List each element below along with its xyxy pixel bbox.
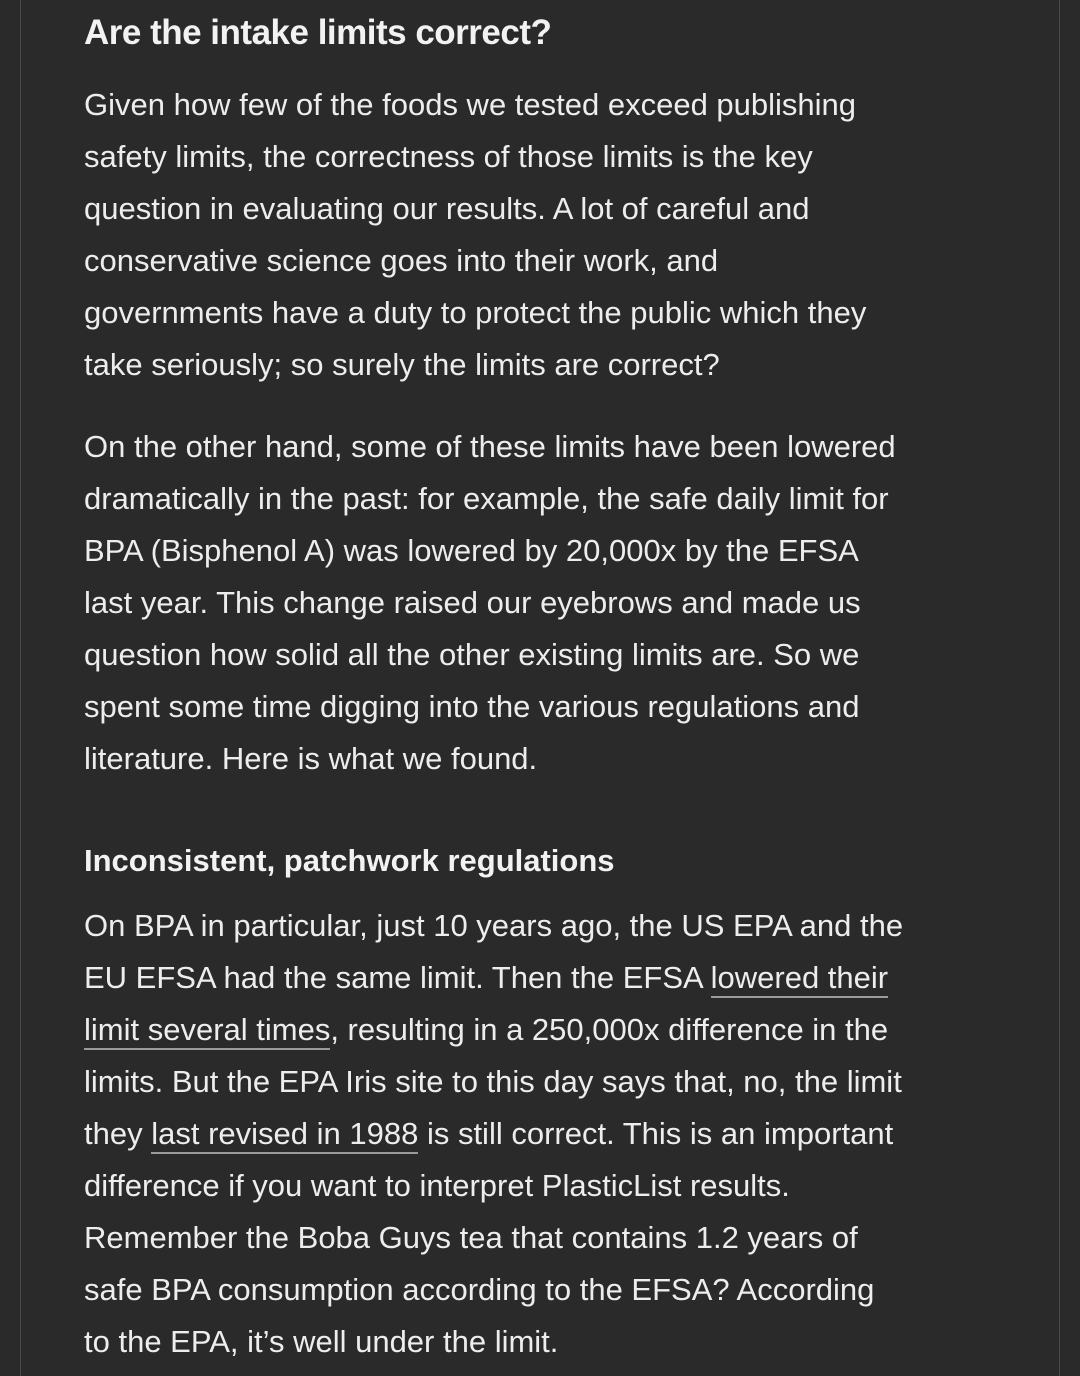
text-line: question in evaluating our results. A lot of careful and: [84, 191, 810, 226]
text-segment: is still correct. This is an important: [418, 1116, 894, 1151]
text-line: take seriously; so surely the limits are correct?: [84, 347, 720, 382]
text-segment: they: [84, 1116, 152, 1151]
subheading: Inconsistent, patchwork regulations: [84, 843, 615, 878]
text-line: On BPA in particular, just 10 years ago, the US EPA and the: [84, 908, 904, 943]
text-line: BPA (Bisphenol A) was lowered by 20,000x by the EFSA: [84, 533, 859, 568]
text-line: literature. Here is what we found.: [84, 741, 538, 776]
left-border: [20, 0, 21, 1376]
text-line: [84, 1004, 1014, 1056]
text-line: [84, 1108, 1014, 1160]
text-line: dramatically in the past: for example, the safe daily limit for: [84, 481, 889, 516]
text-line: Remember the Boba Guys tea that contains 1.2 years of: [84, 1220, 858, 1255]
text-line: On the other hand, some of these limits have been lowered: [84, 429, 896, 464]
link-lowered-their-limit[interactable]: lowered their: [711, 960, 888, 998]
text-line: spent some time digging into the various regulations and: [84, 689, 860, 724]
text-line: [84, 952, 1014, 1004]
text-line: safe BPA consumption according to the EFSA? According: [84, 1272, 875, 1307]
text-line: governments have a duty to protect the public which they: [84, 295, 867, 330]
right-border: [1059, 0, 1060, 1376]
link-lowered-their-limit-cont[interactable]: limit several times: [84, 1012, 330, 1050]
text-line: question how solid all the other existing limits are. So we: [84, 637, 860, 672]
text-line: limits. But the EPA Iris site to this day says that, no, the limit: [84, 1064, 902, 1099]
section-heading: Are the intake limits correct?: [84, 13, 552, 52]
text-line: to the EPA, it’s well under the limit.: [84, 1324, 559, 1359]
text-segment: EU EFSA had the same limit. Then the EFSA: [84, 960, 711, 995]
link-last-revised-1988[interactable]: last revised in 1988: [151, 1116, 418, 1154]
paragraph-regulations: [84, 900, 1014, 1368]
text-line: conservative science goes into their work, and: [84, 243, 719, 278]
paragraph-other-hand: [84, 421, 1014, 785]
text-line: safety limits, the correctness of those limits is the key: [84, 139, 813, 174]
text-line: difference if you want to interpret PlasticList results.: [84, 1168, 790, 1203]
text-line: last year. This change raised our eyebrows and made us: [84, 585, 861, 620]
paragraph-intro: [84, 79, 1014, 391]
text-line: Given how few of the foods we tested exceed publishing: [84, 87, 857, 122]
text-segment: , resulting in a 250,000x difference in the: [330, 1012, 889, 1047]
